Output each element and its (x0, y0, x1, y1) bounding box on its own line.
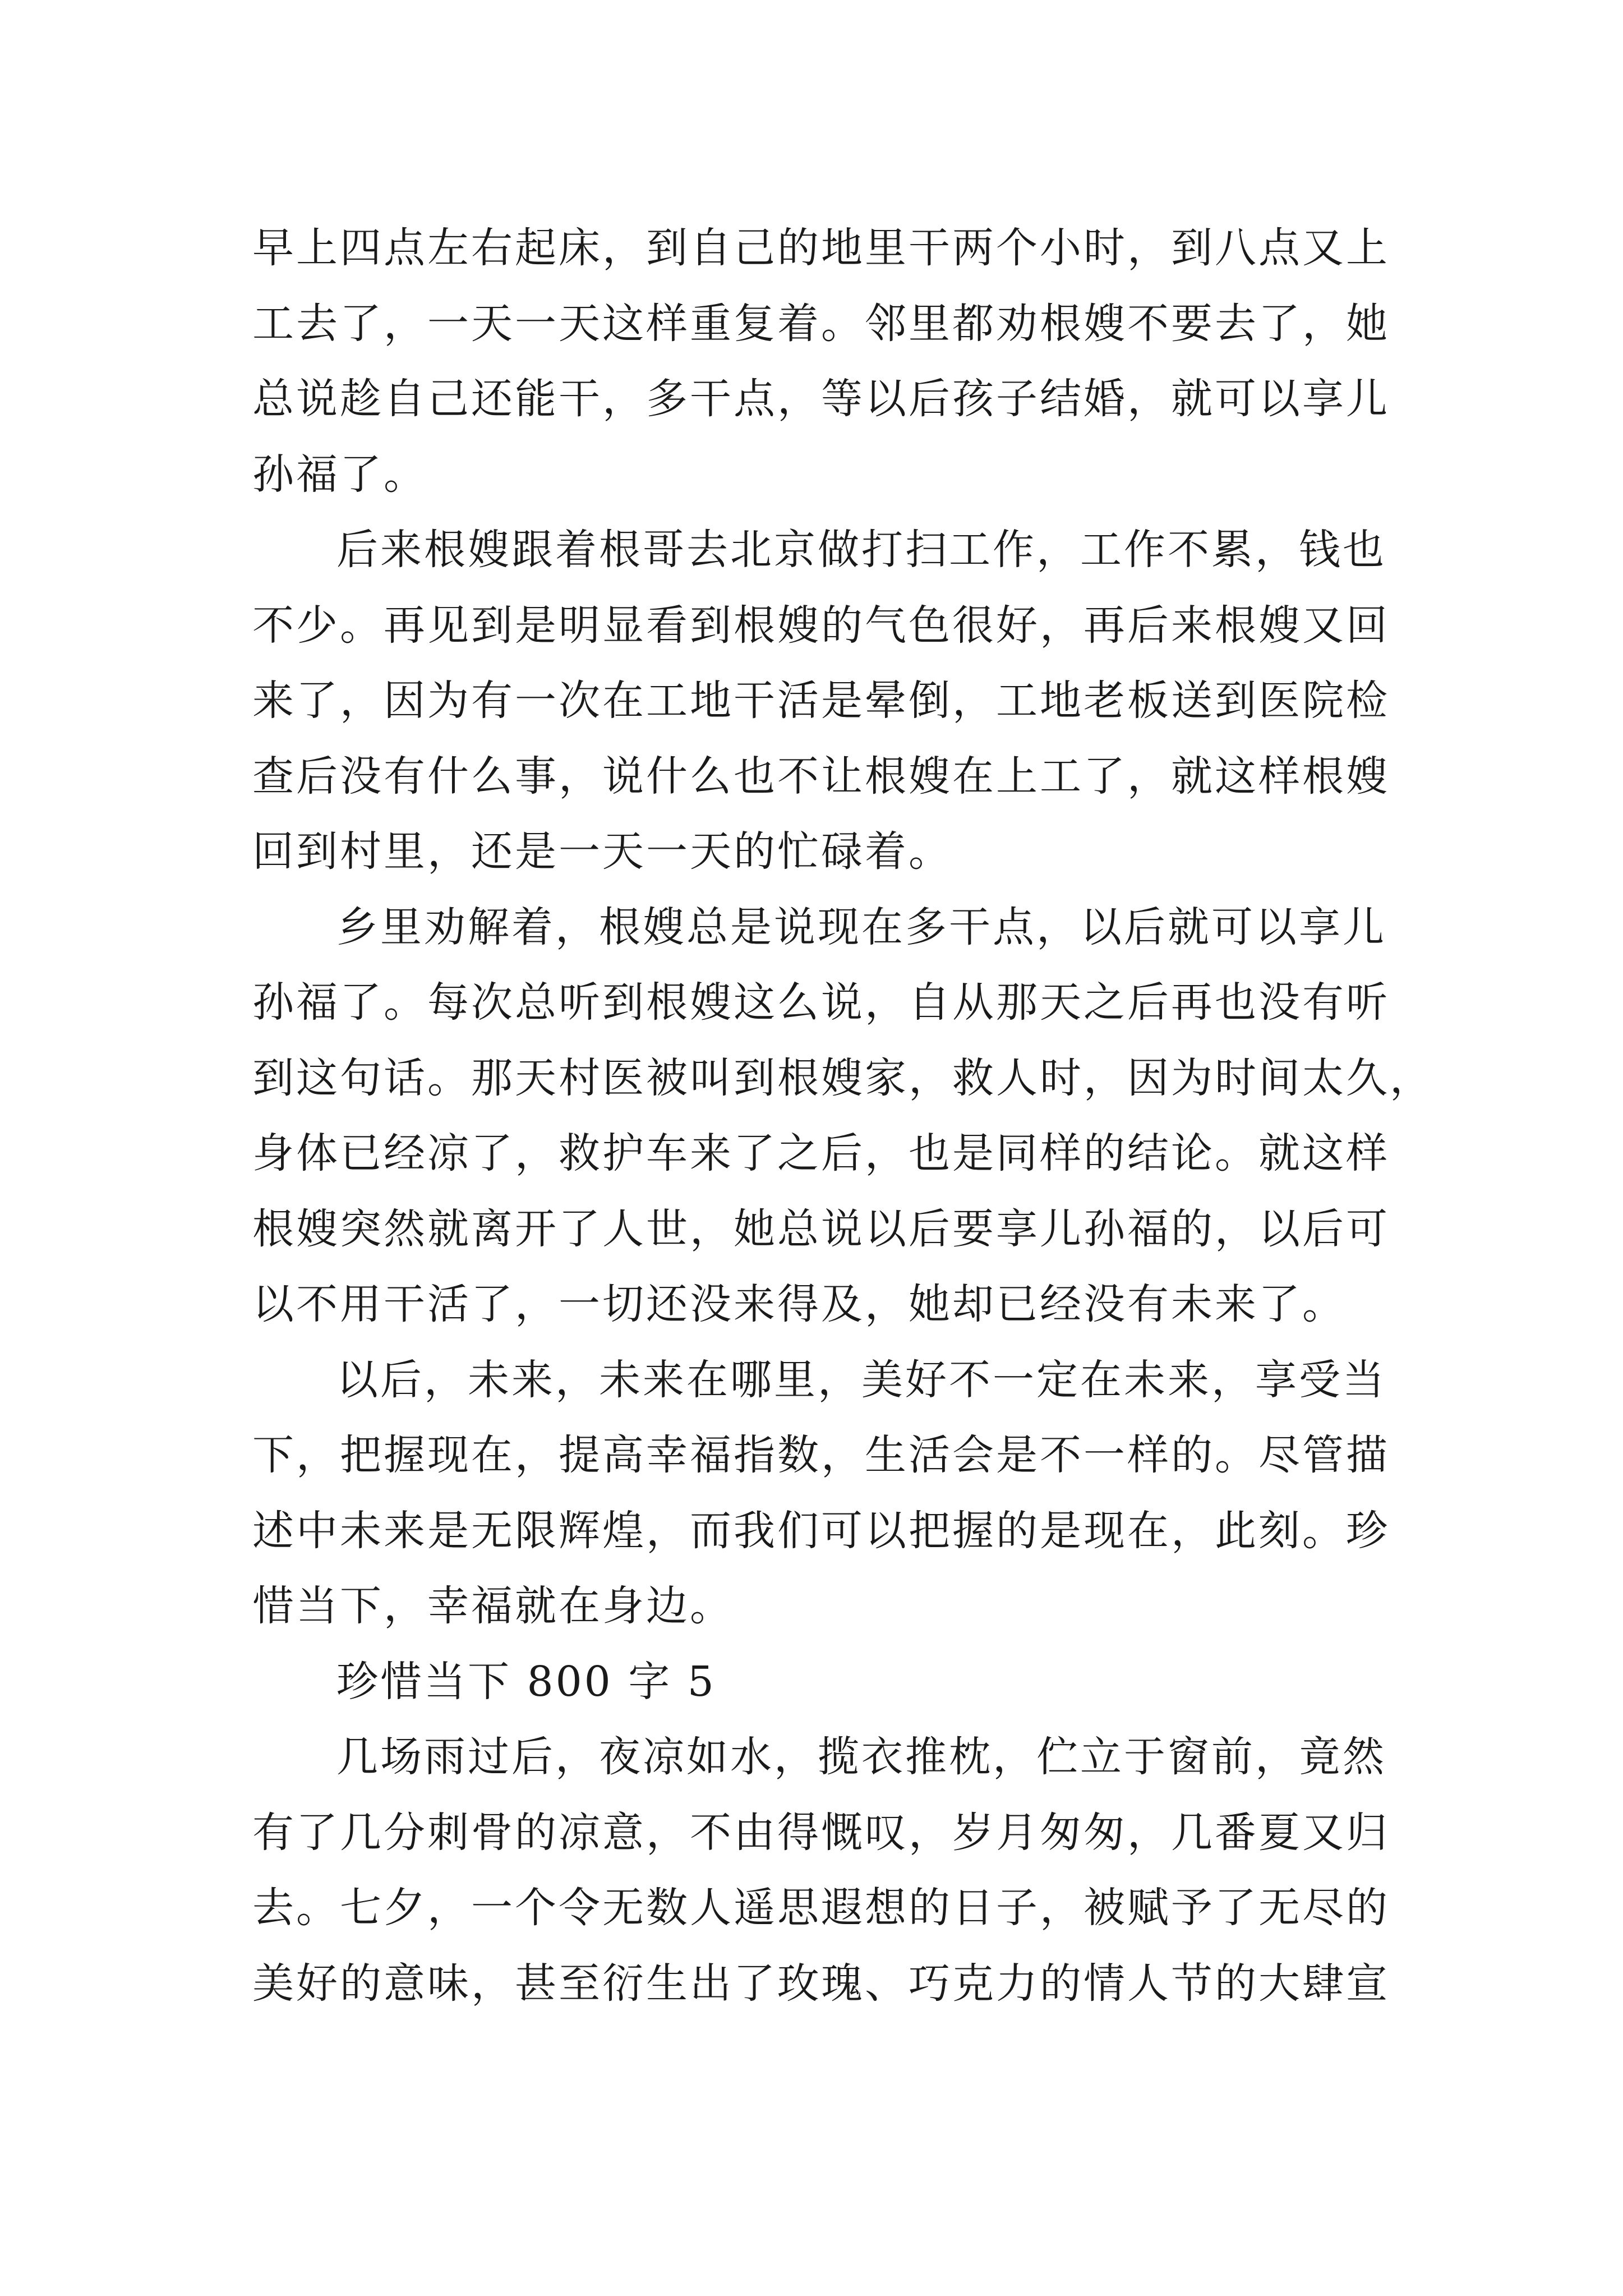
text-line: 后来根嫂跟着根哥去北京做打扫工作，工作不累，钱也 (336, 526, 1386, 574)
text-line: 身体已经凉了，救护车来了之后，也是同样的结论。就这样 (252, 1129, 1390, 1177)
text-line: 早上四点左右起床，到自己的地里干两个小时，到八点又上 (252, 224, 1390, 272)
text-line: 美好的意味，甚至衍生出了玫瑰、巧克力的情人节的大肆宣 (252, 1959, 1390, 2008)
text-line: 述中未来是无限辉煌，而我们可以把握的是现在，此刻。珍 (252, 1506, 1390, 1555)
text-line: 查后没有什么事，说什么也不让根嫂在上工了，就这样根嫂 (252, 752, 1390, 800)
paragraph-1 (252, 210, 1390, 512)
text-line: 去。七夕，一个令无数人遥思遐想的日子，被赋予了无尽的 (252, 1884, 1390, 1932)
text-line: 总说趁自己还能干，多干点，等以后孩子结婚，就可以享儿 (252, 375, 1390, 423)
text-line: 孙福了。 (252, 450, 427, 499)
text-line: 到这句话。那天村医被叫到根嫂家，救人时，因为时间太久， (252, 1053, 1433, 1102)
paragraph-2 (252, 512, 1390, 890)
document-body (252, 210, 1433, 2021)
text-line: 回到村里，还是一天一天的忙碌着。 (252, 827, 952, 876)
text-line: 乡里劝解着，根嫂总是说现在多干点，以后就可以享儿 (336, 903, 1386, 951)
section-heading: 珍惜当下 800 字 5 (336, 1657, 716, 1706)
paragraph-4 (252, 1342, 1390, 1644)
paragraph-3 (252, 890, 1433, 1342)
text-line: 有了几分刺骨的凉意，不由得慨叹，岁月匆匆，几番夏又归 (252, 1808, 1390, 1857)
text-line: 根嫂突然就离开了人世，她总说以后要享儿孙福的，以后可 (252, 1204, 1390, 1253)
text-line: 下，把握现在，提高幸福指数，生活会是不一样的。尽管描 (252, 1431, 1390, 1479)
text-line: 以后，未来，未来在哪里，美好不一定在未来，享受当 (336, 1355, 1386, 1404)
text-line: 几场雨过后，夜凉如水，揽衣推枕，伫立于窗前，竟然 (336, 1733, 1386, 1781)
text-line: 工去了，一天一天这样重复着。邻里都劝根嫂不要去了，她 (252, 299, 1390, 348)
text-line: 来了，因为有一次在工地干活是晕倒，工地老板送到医院检 (252, 677, 1390, 725)
text-line: 惜当下，幸福就在身边。 (252, 1582, 734, 1630)
text-line: 孙福了。每次总听到根嫂这么说，自从那天之后再也没有听 (252, 978, 1390, 1027)
text-line: 不少。再见到是明显看到根嫂的气色很好，再后来根嫂又回 (252, 601, 1390, 650)
paragraph-5 (252, 1719, 1390, 2021)
text-line: 以不用干活了，一切还没来得及，她却已经没有未来了。 (252, 1280, 1346, 1328)
